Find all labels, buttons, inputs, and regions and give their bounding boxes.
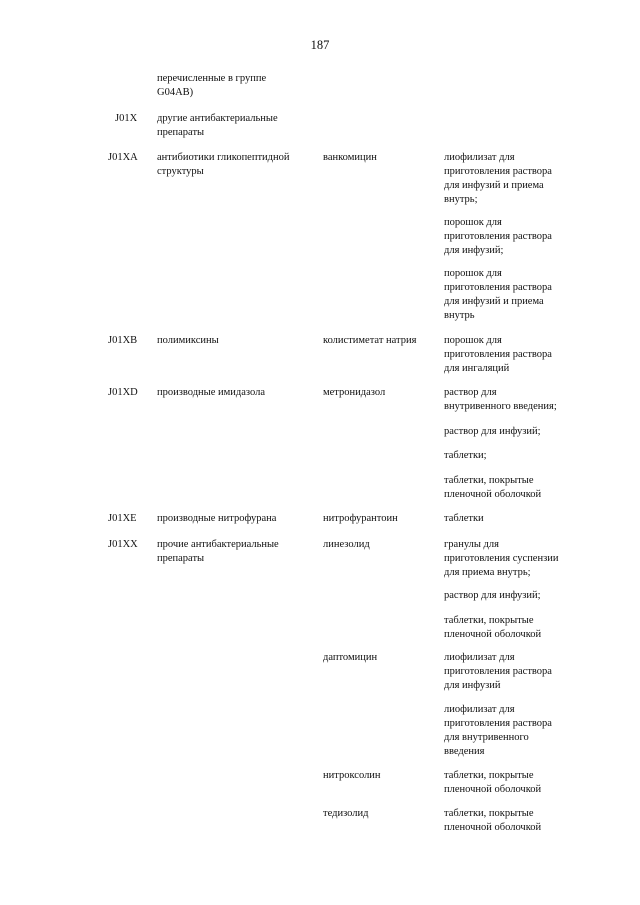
dosage-form: таблетки, покрытые пленочной оболочкой bbox=[444, 808, 542, 833]
dosage-form: таблетки, покрытые пленочной оболочкой bbox=[444, 475, 542, 500]
dosage-form: таблетки, покрытые пленочной оболочкой bbox=[444, 615, 542, 640]
atc-group-name: производные имидазола bbox=[157, 387, 266, 398]
substance-name: даптомицин bbox=[323, 652, 378, 663]
atc-code: J01XX bbox=[108, 539, 138, 550]
dosage-form: раствор для внутривенного введения; bbox=[444, 387, 557, 412]
substance-name: нитроксолин bbox=[323, 770, 381, 781]
dosage-form: лиофилизат для приготовления раствора для инфузий и приема внутрь; bbox=[444, 152, 552, 205]
substance-name: тедизолид bbox=[323, 808, 369, 819]
substance-name: линезолид bbox=[323, 539, 370, 550]
dosage-form: порошок для приготовления раствора для инфузий; bbox=[444, 217, 552, 256]
atc-group-name: другие антибактериальные препараты bbox=[157, 113, 278, 138]
atc-group-name: прочие антибактериальные препараты bbox=[157, 539, 279, 564]
substance-name: ванкомицин bbox=[323, 152, 377, 163]
dosage-form: таблетки, покрытые пленочной оболочкой bbox=[444, 770, 542, 795]
atc-code: J01XD bbox=[108, 387, 138, 398]
dosage-form: раствор для инфузий; bbox=[444, 590, 541, 601]
atc-group-name: производные нитрофурана bbox=[157, 513, 277, 524]
dosage-form: раствор для инфузий; bbox=[444, 426, 541, 437]
substance-name: нитрофурантоин bbox=[323, 513, 398, 524]
atc-group-name: антибиотики гликопептидной структуры bbox=[157, 152, 290, 177]
atc-group-name: полимиксины bbox=[157, 335, 219, 346]
dosage-form: таблетки bbox=[444, 513, 484, 524]
dosage-form: лиофилизат для приготовления раствора для инфузий bbox=[444, 652, 552, 691]
atc-group-name: перечисленные в группе G04AB) bbox=[157, 73, 267, 98]
dosage-form: лиофилизат для приготовления раствора для внутривенного введения bbox=[444, 704, 552, 757]
dosage-form: порошок для приготовления раствора для ингаляций bbox=[444, 335, 552, 374]
atc-code: J01XB bbox=[108, 335, 138, 346]
atc-code: J01X bbox=[115, 113, 138, 124]
dosage-form: таблетки; bbox=[444, 450, 487, 461]
dosage-form: порошок для приготовления раствора для инфузий и приема внутрь bbox=[444, 268, 552, 321]
substance-name: колистиметат натрия bbox=[323, 335, 417, 346]
substance-name: метронидазол bbox=[323, 387, 386, 398]
dosage-form: гранулы для приготовления суспензии для приема внутрь; bbox=[444, 539, 559, 578]
page-number: 187 bbox=[310, 38, 330, 52]
atc-code: J01XE bbox=[108, 513, 137, 524]
atc-code: J01XA bbox=[108, 152, 138, 163]
